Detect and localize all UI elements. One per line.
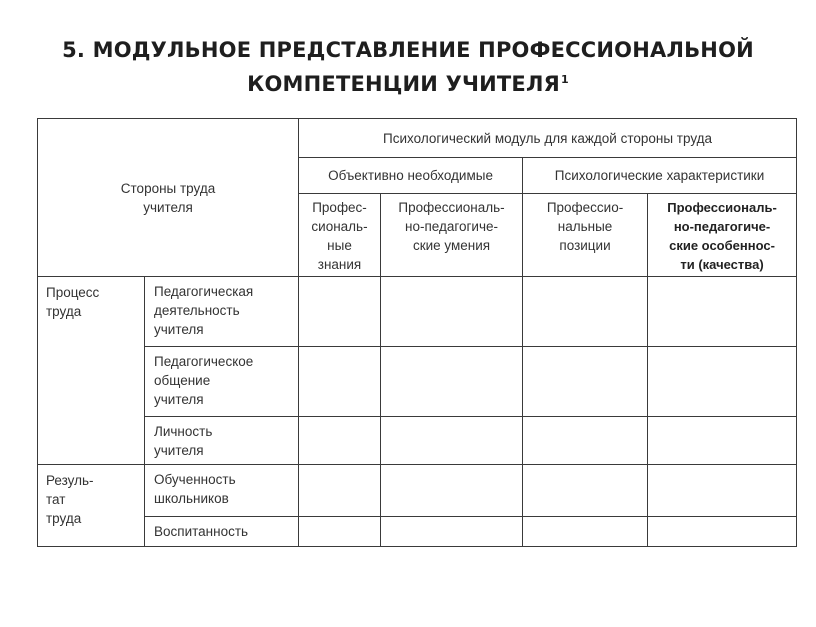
table-cell (523, 417, 648, 465)
table-cell (299, 347, 381, 417)
document-title (0, 36, 816, 99)
title-line-2-text: КОМПЕТЕНЦИИ УЧИТЕЛЯ (247, 72, 560, 96)
row-label: Педагогическое общение учителя (145, 347, 299, 417)
group-label-result: Резуль- тат труда (38, 465, 145, 547)
table-cell (648, 417, 797, 465)
table-cell (381, 277, 523, 347)
table-cell (381, 347, 523, 417)
row-label: Личность учителя (145, 417, 299, 465)
table-cell (523, 465, 648, 517)
table-cell (523, 277, 648, 347)
table-cell (299, 417, 381, 465)
table-row (38, 417, 797, 465)
row-label: Обученность школьников (145, 465, 299, 517)
table-cell (523, 517, 648, 547)
table-cell (648, 465, 797, 517)
column-header-knowledge: Профес- сиональ- ные знания (299, 194, 381, 277)
table-cell (648, 347, 797, 417)
competence-table (37, 118, 797, 547)
subheader-psychological: Психологические характеристики (523, 158, 797, 194)
table-cell (381, 517, 523, 547)
footnote-mark: 1 (560, 73, 569, 86)
table-cell (648, 517, 797, 547)
column-header-skills: Профессиональ- но-педагогиче- ские умения (381, 194, 523, 277)
header-row-1 (38, 119, 797, 158)
table-cell (381, 417, 523, 465)
row-label: Педагогическая деятельность учителя (145, 277, 299, 347)
subheader-objective: Объективно необходимые (299, 158, 523, 194)
title-line-1: 5. МОДУЛЬНОЕ ПРЕДСТАВЛЕНИЕ ПРОФЕССИОНАЛЬНОЙ (62, 38, 754, 62)
table-cell (381, 465, 523, 517)
table-row (38, 465, 797, 517)
table-row (38, 517, 797, 547)
side-header: Стороны труда учителя (38, 119, 299, 277)
module-header: Психологический модуль для каждой стороны труда (299, 119, 797, 158)
table-cell (299, 465, 381, 517)
table-cell (648, 277, 797, 347)
table-row (38, 347, 797, 417)
table-cell (523, 347, 648, 417)
column-header-qualities: Профессиональ- но-педагогиче- ские особеннос- ти (качества) (648, 194, 797, 277)
table-row (38, 277, 797, 347)
column-header-positions: Профессио- нальные позиции (523, 194, 648, 277)
row-label: Воспитанность (145, 517, 299, 547)
table-cell (299, 517, 381, 547)
group-label-process: Процесс труда (38, 277, 145, 465)
table-cell (299, 277, 381, 347)
title-line-2 (0, 65, 816, 99)
